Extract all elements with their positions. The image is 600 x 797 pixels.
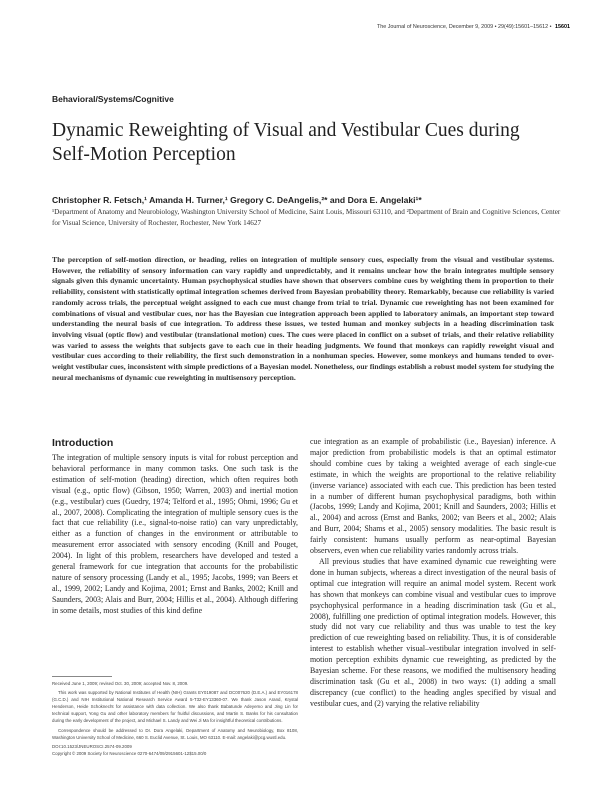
footnote-divider (52, 676, 112, 677)
doi-line: DOI:10.1523/JNEUROSCI.2574-09.2009 (52, 743, 132, 749)
paper-title: Dynamic Reweighting of Visual and Vestibular Cues during Self-Motion Perception (52, 120, 520, 165)
correspondence-note: Correspondence should be addressed to Dr. Dora Angelaki, Department of Anatomy and Neurobiology, Box 8108, Washington University School of Medicine, 660 S. Euclid Avenue, St. Louis, MO 63110. E-mail: angelaki@pcg.wustl.edu. (52, 727, 298, 740)
affiliations: ¹Department of Anatomy and Neurobiology, Washington University School of Medicine, Saint Louis, Missouri 63110, and ²Department of Brain and Cognitive Sciences, Center for Visual Science, University of Rochester, Rochester, New York 14627 (52, 208, 561, 227)
running-head-text: The Journal of Neuroscience, December 9, 2009 • 29(49):15601–15612 • (376, 24, 552, 30)
page-number: 15601 (555, 24, 570, 30)
section-label: Behavioral/Systems/Cognitive (52, 94, 174, 104)
copyright-line: Copyright © 2009 Society for Neuroscience 0270-6474/09/2915601-12$15.00/0 (52, 750, 207, 756)
left-column (52, 437, 298, 617)
intro-paragraph-2: cue integration as an example of probabilistic (i.e., Bayesian) inference. A major prediction from probabilistic models is that an optimal estimator should combine cues by taking a weighted average of each single-cue estimate, in which the weights are proportional to the relative reliability (inverse variance) associated with each cue. This prediction has been tested in a number of different human psychophysical paradigms, both within (Jacobs, 1999; Landy and Kojima, 2001; Knill and Saunders, 2003; Hillis et al., 2004) and across (Ernst and Banks, 2002; van Beers et al., 2002; Alais and Burr, 2004; Shams et al., 2005) sensory modalities. The basic result is fairly consistent: humans usually perform as near-optimal Bayesian observers, even when cue reliability varies randomly across trials. (310, 437, 556, 556)
intro-paragraph-3: All previous studies that have examined dynamic cue reweighting were done in human subjects, whereas a direct investigation of the neural basis of optimal cue integration will require an animal model system. Recent work has shown that monkeys can combine visual and vestibular cues to improve psychophysical performance in a heading discrimination task (Gu et al., 2008), fulfilling one prediction of optimal integration models. However, this study did not vary cue reliability and thus was unable to test the key prediction of cue reweighting based on reliability. Thus, it is of considerable interest to establish whether visual–vestibular integration involved in self-motion perception exhibits dynamic cue reweighting, as predicted by the Bayesian scheme. For these reasons, we modified the multisensory heading discrimination task (Gu et al., 2008) in two ways: (1) adding a small discrepancy (cue conflict) to the heading angles specified by visual and vestibular cues, and (2) varying the relative reliability (310, 556, 556, 708)
footnotes (52, 680, 298, 759)
abstract: The perception of self-motion direction, or heading, relies on integration of multiple sensory cues, especially from the visual and vestibular systems. However, the reliability of sensory information can vary rapidly and unpredictably, and it remains unclear how the brain integrates multiple sensory signals given this dynamic uncertainty. Human psychophysical studies have shown that observers combine cues by weighting them in proportion to their reliability, consistent with statistically optimal integration schemes derived from Bayesian probability theory. Remarkably, because cue reliability is varied randomly across trials, the perceptual weight assigned to each cue must change from trial to trial. Dynamic cue reweighting has not been examined for combinations of visual and vestibular cues, nor has the Bayesian cue integration approach been applied to laboratory animals, an important step toward understanding the neural basis of cue integration. To address these issues, we tested human and monkey subjects in a heading discrimination task involving visual (optic flow) and vestibular (translational motion) cues. The cues were placed in conflict on a subset of trials, and their relative reliability was varied to assess the weights that subjects gave to each cue in their heading judgments. We found that monkeys can rapidly reweight visual and vestibular cues according to their reliability, the first such demonstration in a nonhuman species. However, some monkeys and humans tended to over-weight vestibular cues, inconsistent with simple predictions of a Bayesian model. Nonetheless, our findings establish a robust model system for studying the neural mechanisms of dynamic cue reweighting in multisensory perception. (52, 255, 554, 382)
received-dates: Received June 1, 2009; revised Oct. 30, 2009; accepted Nov. 8, 2009. (52, 681, 189, 686)
intro-paragraph-1: The integration of multiple sensory inputs is vital for robust perception and behavioral performance in many common tasks. One such task is the estimation of self-motion (heading) direction, which often requires both visual (e.g., optic flow) (Gibson, 1950; Warren, 2003) and inertial motion (e.g., vestibular) cues (Guedry, 1974; Telford et al., 1995; Ohmi, 1996; Gu et al., 2007, 2008). Complicating the integration of multiple sensory cues is the fact that cue reliability (i.e., signal-to-noise ratio) can vary unpredictably, either as a function of changes in the environment or attributable to measurement error associated with sensory encoding (Knill and Pouget, 2004). In light of this problem, researchers have developed and tested a general framework for cue integration that accounts for the probabilistic nature of sensory processing (Landy et al., 1995; Jacobs, 1999; van Beers et al., 1999, 2002; Landy and Kojima, 2001; Ernst and Banks, 2002; Knill and Saunders, 2003; Alais and Burr, 2004; Hillis et al., 2004). Although differing in some details, most studies of this kind define (52, 453, 298, 615)
running-head (377, 24, 570, 30)
right-column (310, 437, 556, 710)
funding-note: This work was supported by National Institutes of Health (NIH) Grants EY019087 and DC007620 (D.E.A.) and EY016178 (G.C.D.) and NIH Institutional National Research Service Award 5-T32-EY13360-07. We thank Jason Arand, Krystal Henderson, Heide Schoknecht for assistance with data collection. We also thank Babatunde Adeyemo and Jing Lin for technical support, Yong Gu and other laboratory members for fruitful discussions, and Martin S. Banks for his consultation during the early development of the project, and Michael S. Landy and Wei Ji Ma for insightful theoretical contributions. (52, 690, 298, 724)
author-list: Christopher R. Fetsch,¹ Amanda H. Turner,¹ Gregory C. DeAngelis,²* and Dora E. Angelaki¹* (52, 195, 422, 205)
introduction-heading: Introduction (52, 437, 114, 449)
